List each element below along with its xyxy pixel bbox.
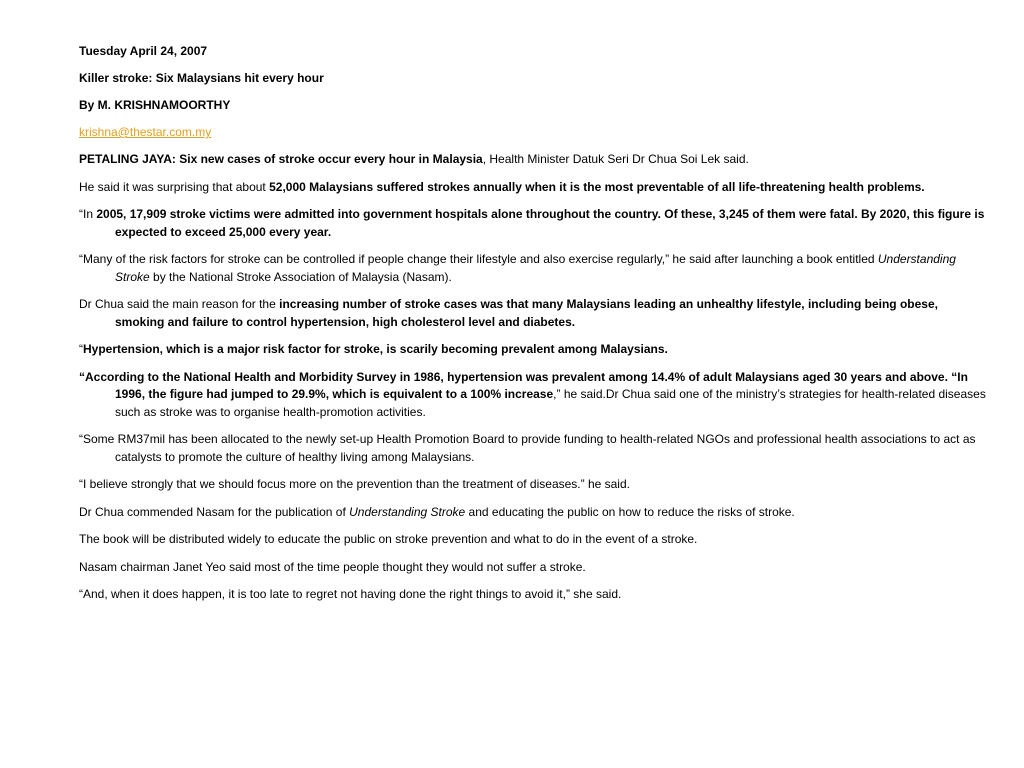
paragraph-text: ,” he said.Dr Chua said one of the ministry’s strategies for health-related diseases such as stroke was to organise health-promotion activities. — [115, 387, 986, 419]
article-paragraph — [79, 586, 990, 604]
paragraph-text: , Health Minister Datuk Seri Dr Chua Soi Lek said. — [482, 152, 749, 166]
emphasized-text: Hypertension, which is a major risk factor for stroke, is scarily becoming prevalent among Malaysians. — [83, 342, 668, 356]
paragraph-text: He said it was surprising that about — [79, 179, 270, 194]
author-email-row — [79, 124, 984, 141]
book-title-text: Understanding Stroke — [115, 252, 956, 284]
paragraph-text: “In — [79, 207, 97, 221]
emphasized-text: 2005, 17,909 stroke victims were admitted into government hospitals alone throughout the country. Of these, 3,245 of them were fatal. By 2020, this figure is expected to exceed 25,000 every year. — [96, 207, 985, 239]
article-paragraph — [79, 251, 990, 286]
book-title-text: Understanding Stroke — [349, 504, 466, 519]
article-paragraph — [79, 179, 990, 197]
paragraph-text: Dr Chua commended Nasam for the publication of — [79, 504, 350, 519]
article-paragraph — [79, 151, 990, 169]
emphasized-text: 52,000 Malaysians suffered strokes annually when it is the most preventable of all life-threatening health problems. — [269, 179, 925, 194]
article-body — [79, 151, 984, 604]
author-email-link[interactable]: krishna@thestar.com.my — [79, 125, 212, 139]
article-date: Tuesday April 24, 2007 — [79, 44, 208, 58]
article-paragraph — [79, 296, 990, 331]
article-paragraph — [79, 504, 990, 522]
article-paragraph — [79, 476, 990, 494]
article-paragraph — [79, 341, 990, 359]
emphasized-text: increasing number of stroke cases was that many Malaysians leading an unhealthy lifestyle, including being obese, smoking and failure to control hypertension, high cholesterol level and diabetes. — [115, 297, 938, 329]
paragraph-text: Nasam chairman Janet Yeo said most of the time people thought they would not suffer a stroke. — [79, 559, 586, 574]
paragraph-text: Dr Chua said the main reason for the — [79, 297, 280, 311]
paragraph-text: The book will be distributed widely to educate the public on stroke prevention and what to do in the event of a stroke. — [79, 532, 698, 546]
article-paragraph — [79, 531, 990, 549]
article-paragraph — [79, 206, 990, 241]
article-headline: Killer stroke: Six Malaysians hit every hour — [79, 71, 324, 85]
paragraph-text: “ — [79, 342, 83, 356]
paragraph-text: “Many of the risk factors for stroke can be controlled if people change their lifestyle and also exercise regularly,” he said after launching a book entitled — [79, 252, 878, 266]
emphasized-text: “According to the National Health and Morbidity Survey in 1986, hypertension was prevalent among 14.4% of adult Malaysians aged 30 years and above. “In 1996, the figure had jumped to 29.9%, which is equivalent to a 100% increase — [79, 369, 968, 401]
paragraph-text: by the National Stroke Association of Malaysia (Nasam). — [149, 269, 452, 284]
article-paragraph — [79, 559, 990, 577]
paragraph-text: “Some RM37mil has been allocated to the newly set-up Health Promotion Board to provide funding to health-related NGOs and professional health associations to act as catalysts to promote the culture of healthy living among Malaysians. — [79, 432, 976, 464]
paragraph-text: and educating the public on how to reduce the risks of stroke. — [465, 504, 795, 519]
emphasized-text: PETALING JAYA: Six new cases of stroke occur every hour in Malaysia — [79, 152, 483, 166]
article-byline: By M. KRISHNAMOORTHY — [79, 98, 231, 112]
article-paragraph — [79, 431, 990, 466]
article-paragraph — [79, 369, 990, 422]
paragraph-text: “And, when it does happen, it is too late to regret not having done the right things to avoid it,” she said. — [79, 587, 622, 601]
paragraph-text: “I believe strongly that we should focus more on the prevention than the treatment of diseases.” he said. — [79, 477, 630, 491]
